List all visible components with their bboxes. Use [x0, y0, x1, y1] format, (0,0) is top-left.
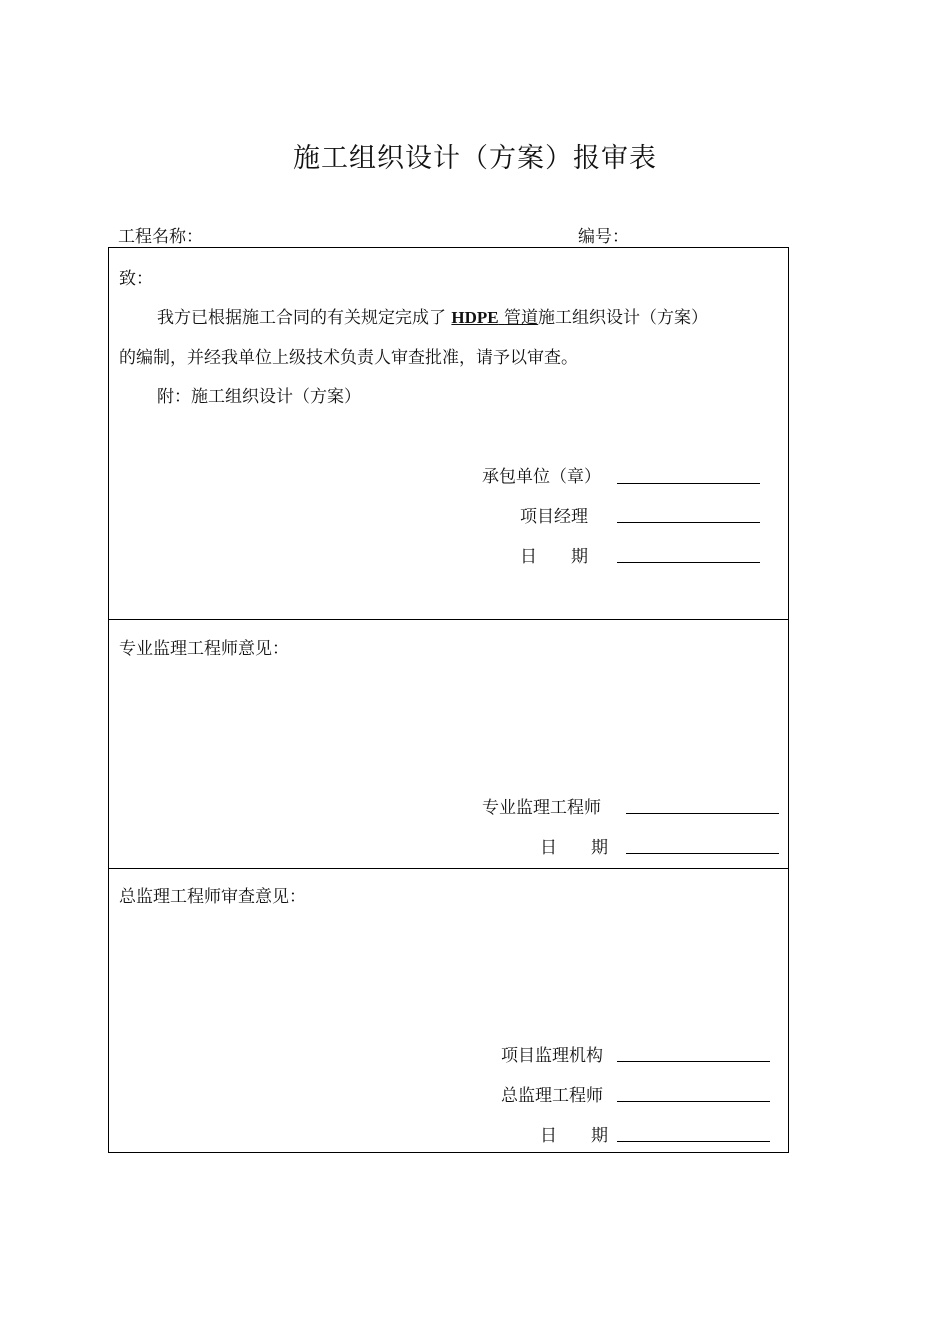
approval-form-table — [108, 247, 789, 1153]
engineer-opinion-label: 专业监理工程师意见： — [119, 639, 289, 659]
chief-engineer-signature-line[interactable] — [617, 1101, 770, 1102]
form-title: 施工组织设计（方案）报审表 — [293, 143, 657, 174]
project-manager-label: 项目经理 — [520, 507, 588, 527]
to-label: 致： — [119, 269, 153, 289]
engineer-date-line[interactable] — [626, 853, 779, 854]
engineer-opinion-section — [109, 620, 788, 869]
project-manager-signature-line[interactable] — [617, 522, 760, 523]
hdpe-code: HDPE — [451, 308, 499, 327]
contractor-date-label: 日 期 — [520, 547, 588, 567]
statement-suffix: 施工组织设计（方案） — [538, 308, 709, 328]
chief-engineer-label: 总监理工程师 — [501, 1086, 603, 1106]
number-label: 编号： — [578, 227, 629, 247]
attachment-note: 附：施工组织设计（方案） — [157, 387, 361, 407]
specialty-engineer-signature-line[interactable] — [626, 813, 779, 814]
contractor-signature-line[interactable] — [617, 483, 760, 484]
chief-date-label: 日 期 — [540, 1126, 608, 1146]
submission-statement-line1 — [157, 303, 708, 328]
pipeline-text: 管道 — [504, 308, 539, 328]
supervision-agency-label: 项目监理机构 — [501, 1046, 603, 1066]
contractor-date-line[interactable] — [617, 562, 760, 563]
chief-opinion-label: 总监理工程师审查意见： — [119, 887, 306, 907]
project-name-label: 工程名称： — [118, 227, 203, 247]
engineer-date-label: 日 期 — [540, 838, 608, 858]
statement-prefix: 我方已根据施工合同的有关规定完成了 — [157, 308, 446, 328]
submission-statement-line2: 的编制，并经我单位上级技术负责人审查批准，请予以审查。 — [119, 348, 578, 368]
specialty-engineer-label: 专业监理工程师 — [482, 798, 601, 818]
supervision-agency-signature-line[interactable] — [617, 1061, 770, 1062]
chief-date-line[interactable] — [617, 1141, 770, 1142]
chief-engineer-section — [109, 869, 788, 1152]
contractor-label: 承包单位（章） — [482, 467, 601, 487]
contractor-section — [109, 248, 788, 620]
